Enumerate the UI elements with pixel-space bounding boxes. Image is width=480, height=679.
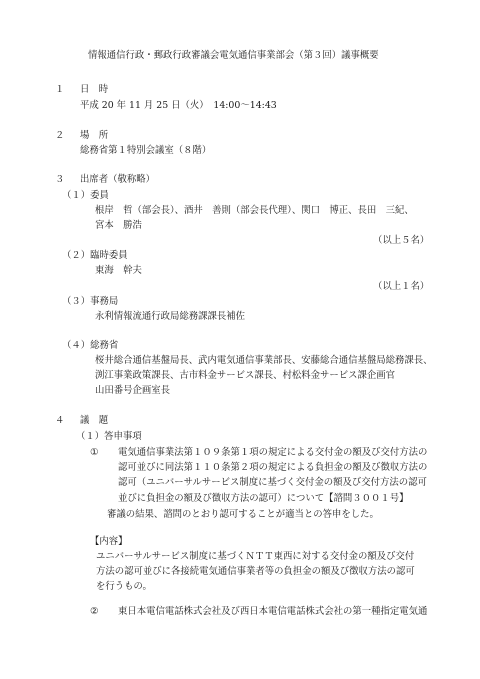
content-line-3: を行うもの。 (96, 581, 152, 592)
secretariat-line-1: 永利情報流通行政局総務課課長補佐 (95, 311, 246, 322)
item-1-line-4: 並びに負担金の額及び徴収方法の認可）について【諮問３００１号】 (118, 493, 409, 504)
ministry-line-2: 渕江事業政策課長、古市料金サービス課長、村松料金サービス課企画官 (95, 370, 396, 381)
secretariat-label: （３）事務局 (62, 296, 119, 307)
temporary-members-label: （２）臨時委員 (62, 250, 128, 261)
section-2-number: ２ (55, 130, 65, 141)
section-3-number: ３ (55, 174, 65, 185)
section-3-heading: 出席者（敬称略） (80, 174, 156, 185)
members-line-1: 根岸 哲（部会長）、酒井 善則（部会長代理）、関口 博正、長田 三紀、 (95, 205, 414, 216)
members-count: （以上５名） (373, 235, 430, 246)
item-1-line-1: 電気通信事業法第１０９条第１項の規定による交付金の額及び交付方法の (118, 447, 428, 458)
ministry-line-3: 山田番号企画室長 (95, 385, 171, 396)
section-1-heading: 日 時 (80, 84, 109, 95)
agenda-sub-label: （１）答申事項 (76, 431, 142, 442)
section-4-number: ４ (55, 415, 65, 426)
content-label: 【内容】 (90, 536, 128, 547)
temporary-members-line-1: 東海 幹夫 (95, 265, 142, 276)
section-1-number: １ (55, 84, 65, 95)
item-2-line-1: 東日本電信電話株式会社及び西日本電信電話株式会社の第一種指定電気通 (118, 606, 428, 617)
meeting-datetime: 平成 20 年 11 月 25 日（火） 14:00～14:43 (80, 100, 277, 111)
item-1-marker: ① (90, 447, 99, 458)
members-line-2: 宮本 勝浩 (95, 220, 142, 231)
section-2-heading: 場 所 (80, 130, 109, 141)
ministry-label: （４）総務省 (62, 340, 119, 351)
members-label: （１）委員 (62, 190, 109, 201)
ministry-line-1: 桜井総合通信基盤局長、武内電気通信事業部長、安藤総合通信基盤局総務課長、 (95, 355, 433, 366)
section-4-heading: 議 題 (80, 415, 109, 426)
item-1-result: 審議の結果、諮問のとおり認可することが適当との答申をした。 (107, 509, 379, 520)
content-line-2: 方法の認可並びに各接続電気通信事業者等の負担金の額及び徴収方法の認可 (96, 566, 415, 577)
item-1-line-2: 認可並びに同法第１１０条第２項の規定による負担金の額及び徴収方法の (118, 462, 428, 473)
document-title: 情報通信行政・郵政行政審議会電気通信事業部会（第３回）議事概要 (88, 50, 379, 61)
item-2-marker: ② (90, 606, 99, 617)
meeting-place: 総務省第１特別会議室（８階） (80, 145, 212, 156)
item-1-line-3: 認可（ユニバーサルサービス制度に基づく交付金の額及び交付方法の認可 (118, 477, 427, 488)
content-line-1: ユニバーサルサービス制度に基づくＮＴＴ東西に対する交付金の額及び交付 (96, 551, 415, 562)
temporary-members-count: （以上１名） (373, 281, 430, 292)
